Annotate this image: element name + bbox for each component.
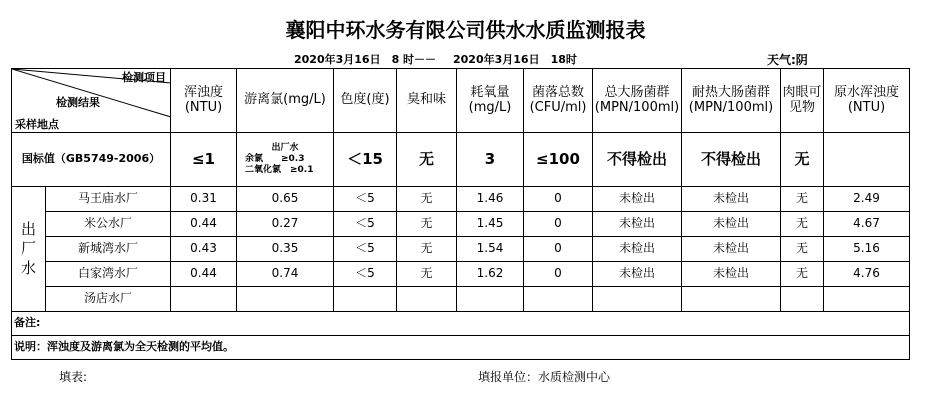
standard-turbidity: ≤1 [171, 133, 237, 187]
cell-cfu: 0 [524, 237, 593, 262]
note-row [12, 336, 910, 360]
standard-chlorine-line3: 二氧化氯 ≥0.1 [245, 165, 314, 176]
cell-odor [397, 287, 457, 312]
cell-chlorine: 0.74 [237, 262, 334, 287]
table-row [12, 287, 910, 312]
filler-unit: 填报单位：水质检测中心 [478, 370, 611, 384]
cell-thermo-coliform: 未检出 [682, 237, 781, 262]
standard-cfu: ≤100 [524, 133, 593, 187]
standard-chlorine-line1: 出厂水 [271, 142, 299, 153]
header-turbidity: 浑浊度(NTU) [171, 69, 237, 133]
cell-turbidity: 0.44 [171, 212, 237, 237]
weather: 天气:阴 [767, 53, 808, 67]
cell-color [334, 287, 397, 312]
corner-result-label: 检测结果 [56, 96, 100, 109]
standard-odor: 无 [397, 133, 457, 187]
remark-label: 备注: [12, 312, 910, 336]
header-thermo-coliform: 耐热大肠菌群(MPN/100ml) [682, 69, 781, 133]
cell-chlorine [237, 287, 334, 312]
corner-cell [12, 69, 171, 133]
cell-turbidity: 0.43 [171, 237, 237, 262]
cell-coliform: 未检出 [593, 212, 682, 237]
group-label-char: 厂 [20, 239, 36, 258]
cell-color: ＜5 [334, 262, 397, 287]
cell-thermo-coliform: 未检出 [682, 187, 781, 212]
group-label-char: 出 [20, 219, 36, 238]
cell-cfu: 0 [524, 187, 593, 212]
cell-cfu [524, 287, 593, 312]
cell-cod: 1.46 [457, 187, 524, 212]
cell-chlorine: 0.35 [237, 237, 334, 262]
cell-coliform: 未检出 [593, 187, 682, 212]
header-cfu: 菌落总数(CFU/ml) [524, 69, 593, 133]
cell-cfu: 0 [524, 262, 593, 287]
cell-raw-turbidity [824, 287, 910, 312]
group-label-char: 水 [20, 258, 36, 277]
plant-name: 马王庙水厂 [46, 187, 171, 212]
cell-chlorine: 0.65 [237, 187, 334, 212]
table-row [12, 237, 910, 262]
cell-turbidity: 0.44 [171, 262, 237, 287]
header-odor: 臭和味 [397, 69, 457, 133]
standard-color: ＜15 [334, 133, 397, 187]
standard-row [12, 133, 910, 187]
corner-site-label: 采样地点 [15, 118, 59, 131]
header-visible: 肉眼可见物 [781, 69, 824, 133]
cell-color: ＜5 [334, 187, 397, 212]
cell-cod: 1.62 [457, 262, 524, 287]
cell-odor: 无 [397, 262, 457, 287]
header-color: 色度(度) [334, 69, 397, 133]
table-row [12, 187, 910, 212]
cell-coliform: 未检出 [593, 262, 682, 287]
standard-chlorine-line2: 余氯 ≥0.3 [245, 153, 305, 164]
cell-visible: 无 [781, 237, 824, 262]
cell-cod [457, 287, 524, 312]
cell-color: ＜5 [334, 237, 397, 262]
cell-turbidity: 0.31 [171, 187, 237, 212]
cell-cod: 1.45 [457, 212, 524, 237]
cell-cfu: 0 [524, 212, 593, 237]
cell-thermo-coliform [682, 287, 781, 312]
table-row [12, 262, 910, 287]
water-quality-table [11, 68, 910, 360]
cell-raw-turbidity: 2.49 [824, 187, 910, 212]
cell-visible [781, 287, 824, 312]
header-cod: 耗氧量(mg/L) [457, 69, 524, 133]
cell-raw-turbidity: 5.16 [824, 237, 910, 262]
cell-visible: 无 [781, 212, 824, 237]
cell-color: ＜5 [334, 212, 397, 237]
cell-thermo-coliform: 未检出 [682, 212, 781, 237]
standard-label: 国标值（GB5749-2006） [12, 133, 171, 187]
cell-raw-turbidity: 4.76 [824, 262, 910, 287]
standard-thermo-coliform: 不得检出 [682, 133, 781, 187]
cell-chlorine: 0.27 [237, 212, 334, 237]
corner-item-label: 检测项目 [122, 71, 166, 84]
cell-visible: 无 [781, 187, 824, 212]
plant-name: 白家湾水厂 [46, 262, 171, 287]
cell-thermo-coliform: 未检出 [682, 262, 781, 287]
cell-odor: 无 [397, 187, 457, 212]
standard-coliform: 不得检出 [593, 133, 682, 187]
time-start: 2020年3月16日 8 时－－ [294, 53, 437, 66]
header-row [12, 69, 910, 133]
time-end: 2020年3月16日 18时 [453, 53, 577, 66]
cell-visible: 无 [781, 262, 824, 287]
group-label-outlet-water [12, 187, 46, 312]
cell-raw-turbidity: 4.67 [824, 212, 910, 237]
header-chlorine: 游离氯(mg/L) [237, 69, 334, 133]
cell-odor: 无 [397, 212, 457, 237]
header-raw-turbidity: 原水浑浊度(NTU) [824, 69, 910, 133]
cell-coliform [593, 287, 682, 312]
cell-turbidity [171, 287, 237, 312]
plant-name: 米公水厂 [46, 212, 171, 237]
filler-label: 填表: [59, 370, 88, 384]
standard-visible: 无 [781, 133, 824, 187]
remark-row [12, 312, 910, 336]
report-title: 襄阳中环水务有限公司供水水质监测报表 [285, 18, 646, 42]
cell-cod: 1.54 [457, 237, 524, 262]
note-text: 说明：浑浊度及游离氯为全天检测的平均值。 [12, 336, 910, 360]
standard-raw-turbidity [824, 133, 910, 187]
plant-name: 汤店水厂 [46, 287, 171, 312]
cell-coliform: 未检出 [593, 237, 682, 262]
standard-cod: 3 [457, 133, 524, 187]
plant-name: 新城湾水厂 [46, 237, 171, 262]
standard-chlorine [237, 133, 334, 187]
table-row [12, 212, 910, 237]
header-coliform: 总大肠菌群(MPN/100ml) [593, 69, 682, 133]
cell-odor: 无 [397, 237, 457, 262]
